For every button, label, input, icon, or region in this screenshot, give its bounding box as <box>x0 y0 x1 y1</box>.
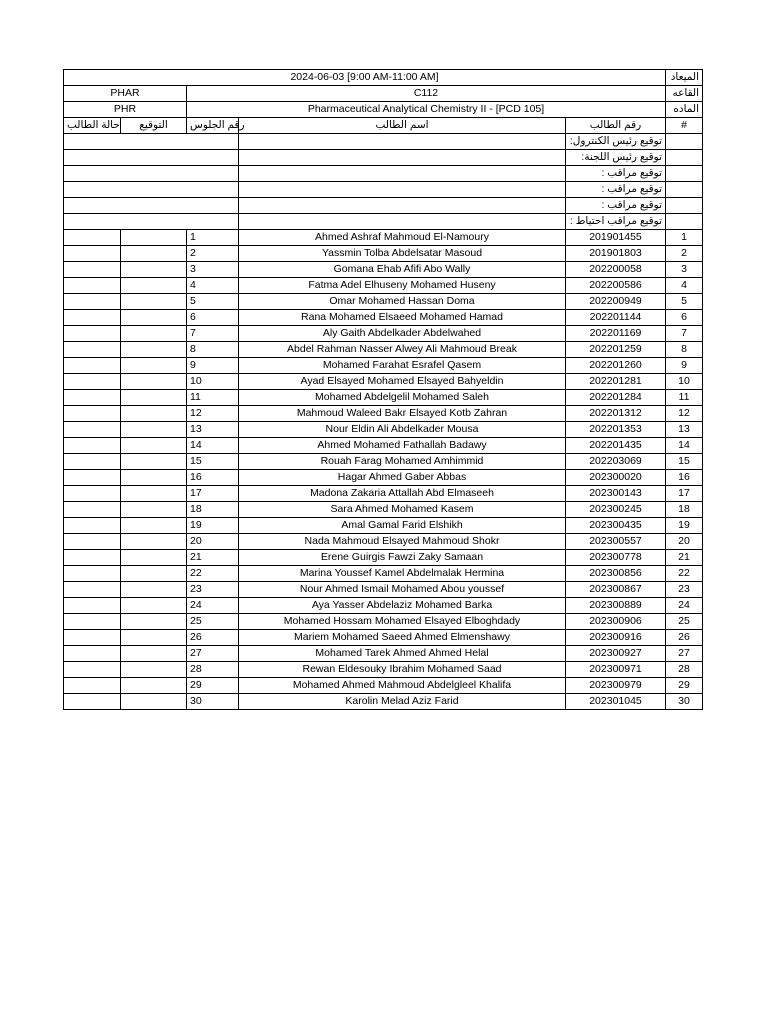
seat-number-cell: 24 <box>187 598 239 614</box>
table-row <box>64 390 703 406</box>
index-cell: 22 <box>666 566 703 582</box>
table-row <box>64 358 703 374</box>
student-signature-cell <box>121 390 187 406</box>
student-status-cell <box>64 486 121 502</box>
signature-row <box>64 134 703 150</box>
table-row <box>64 646 703 662</box>
seat-number-cell: 28 <box>187 662 239 678</box>
student-signature-cell <box>121 230 187 246</box>
index-cell: 5 <box>666 294 703 310</box>
index-cell: 28 <box>666 662 703 678</box>
table-row <box>64 566 703 582</box>
student-status-cell <box>64 326 121 342</box>
student-id-cell: 202201284 <box>566 390 666 406</box>
student-signature-cell <box>121 566 187 582</box>
seat-number-cell: 4 <box>187 278 239 294</box>
student-signature-cell <box>121 614 187 630</box>
table-row <box>64 630 703 646</box>
table-row <box>64 534 703 550</box>
index-cell: 8 <box>666 342 703 358</box>
student-id-cell: 202300971 <box>566 662 666 678</box>
seat-number-cell: 3 <box>187 262 239 278</box>
student-signature-cell <box>121 582 187 598</box>
table-row <box>64 614 703 630</box>
table-row <box>64 470 703 486</box>
signature-blank-cell <box>666 150 703 166</box>
table-row <box>64 438 703 454</box>
table-row <box>64 246 703 262</box>
seat-number-cell: 19 <box>187 518 239 534</box>
student-status-cell <box>64 422 121 438</box>
index-cell: 1 <box>666 230 703 246</box>
student-status-cell <box>64 678 121 694</box>
seat-number-cell: 16 <box>187 470 239 486</box>
student-signature-cell <box>121 502 187 518</box>
student-signature-cell <box>121 278 187 294</box>
seat-number-cell: 10 <box>187 374 239 390</box>
sheet-body <box>64 70 703 710</box>
student-status-cell <box>64 342 121 358</box>
index-cell: 6 <box>666 310 703 326</box>
subject-left-value: PHR <box>64 102 187 118</box>
table-row <box>64 694 703 710</box>
seat-number-cell: 17 <box>187 486 239 502</box>
student-id-cell: 202201353 <box>566 422 666 438</box>
seat-number-cell: 29 <box>187 678 239 694</box>
student-name-cell: Amal Gamal Farid Elshikh <box>239 518 566 534</box>
student-name-cell: Sara Ahmed Mohamed Kasem <box>239 502 566 518</box>
index-cell: 7 <box>666 326 703 342</box>
student-signature-cell <box>121 294 187 310</box>
signature-blank-cell <box>239 134 566 150</box>
student-signature-cell <box>121 518 187 534</box>
signature-blank-cell <box>64 214 239 230</box>
student-name-cell: Gomana Ehab Afifi Abo Wally <box>239 262 566 278</box>
student-status-cell <box>64 502 121 518</box>
student-status-cell <box>64 518 121 534</box>
index-cell: 10 <box>666 374 703 390</box>
signature-blank-cell <box>64 150 239 166</box>
student-id-cell: 202203069 <box>566 454 666 470</box>
table-row <box>64 662 703 678</box>
table-row <box>64 486 703 502</box>
index-cell: 20 <box>666 534 703 550</box>
seat-number-cell: 6 <box>187 310 239 326</box>
seat-number-cell: 1 <box>187 230 239 246</box>
student-id-cell: 202300778 <box>566 550 666 566</box>
seat-number-cell: 13 <box>187 422 239 438</box>
student-status-cell <box>64 406 121 422</box>
subject-label: الماده <box>666 102 703 118</box>
subject-row <box>64 102 703 118</box>
signature-row <box>64 182 703 198</box>
student-signature-cell <box>121 694 187 710</box>
index-cell: 16 <box>666 470 703 486</box>
hall-left-value: PHAR <box>64 86 187 102</box>
date-row <box>64 70 703 86</box>
student-name-cell: Mohamed Ahmed Mahmoud Abdelgleel Khalifa <box>239 678 566 694</box>
student-name-cell: Mohamed Abdelgelil Mohamed Saleh <box>239 390 566 406</box>
table-row <box>64 326 703 342</box>
signature-row <box>64 150 703 166</box>
signature-label: توقيع مراقب : <box>566 182 666 198</box>
student-signature-cell <box>121 342 187 358</box>
student-name-cell: Nour Eldin Ali Abdelkader Mousa <box>239 422 566 438</box>
col-index: # <box>666 118 703 134</box>
column-header-row <box>64 118 703 134</box>
index-cell: 21 <box>666 550 703 566</box>
student-status-cell <box>64 582 121 598</box>
student-status-cell <box>64 294 121 310</box>
student-signature-cell <box>121 374 187 390</box>
subject-value: Pharmaceutical Analytical Chemistry II - [PCD 105] <box>187 102 666 118</box>
student-id-cell: 202200949 <box>566 294 666 310</box>
index-cell: 30 <box>666 694 703 710</box>
student-id-cell: 202300979 <box>566 678 666 694</box>
signature-blank-cell <box>239 182 566 198</box>
student-signature-cell <box>121 454 187 470</box>
student-id-cell: 202300557 <box>566 534 666 550</box>
student-signature-cell <box>121 662 187 678</box>
student-status-cell <box>64 598 121 614</box>
student-id-cell: 202200058 <box>566 262 666 278</box>
student-id-cell: 202201281 <box>566 374 666 390</box>
exam-date: 2024-06-03 [9:00 AM-11:00 AM] <box>64 70 666 86</box>
student-name-cell: Abdel Rahman Nasser Alwey Ali Mahmoud Break <box>239 342 566 358</box>
col-seat-number: رقم الجلوس <box>187 118 239 134</box>
signature-row <box>64 198 703 214</box>
student-status-cell <box>64 454 121 470</box>
seat-number-cell: 8 <box>187 342 239 358</box>
table-row <box>64 342 703 358</box>
signature-row <box>64 166 703 182</box>
table-row <box>64 454 703 470</box>
student-id-cell: 202300867 <box>566 582 666 598</box>
signature-blank-cell <box>666 166 703 182</box>
student-name-cell: Rana Mohamed Elsaeed Mohamed Hamad <box>239 310 566 326</box>
student-status-cell <box>64 438 121 454</box>
seat-number-cell: 27 <box>187 646 239 662</box>
seat-number-cell: 30 <box>187 694 239 710</box>
student-status-cell <box>64 246 121 262</box>
student-signature-cell <box>121 358 187 374</box>
student-name-cell: Mohamed Hossam Mohamed Elsayed Elboghdady <box>239 614 566 630</box>
student-status-cell <box>64 566 121 582</box>
student-name-cell: Rewan Eldesouky Ibrahim Mohamed Saad <box>239 662 566 678</box>
student-id-cell: 202201144 <box>566 310 666 326</box>
seat-number-cell: 5 <box>187 294 239 310</box>
student-signature-cell <box>121 550 187 566</box>
table-row <box>64 582 703 598</box>
student-id-cell: 202201312 <box>566 406 666 422</box>
student-id-cell: 202300889 <box>566 598 666 614</box>
student-status-cell <box>64 278 121 294</box>
student-signature-cell <box>121 438 187 454</box>
exam-attendance-sheet <box>63 69 703 710</box>
seat-number-cell: 21 <box>187 550 239 566</box>
student-id-cell: 201901803 <box>566 246 666 262</box>
student-name-cell: Erene Guirgis Fawzi Zaky Samaan <box>239 550 566 566</box>
student-id-cell: 202200586 <box>566 278 666 294</box>
student-id-cell: 202300435 <box>566 518 666 534</box>
student-signature-cell <box>121 678 187 694</box>
student-name-cell: Yassmin Tolba Abdelsatar Masoud <box>239 246 566 262</box>
seat-number-cell: 26 <box>187 630 239 646</box>
signature-blank-cell <box>239 198 566 214</box>
student-id-cell: 202300906 <box>566 614 666 630</box>
student-signature-cell <box>121 246 187 262</box>
signature-blank-cell <box>666 214 703 230</box>
student-status-cell <box>64 694 121 710</box>
student-signature-cell <box>121 630 187 646</box>
signature-blank-cell <box>239 150 566 166</box>
seat-number-cell: 23 <box>187 582 239 598</box>
student-id-cell: 202300927 <box>566 646 666 662</box>
student-status-cell <box>64 614 121 630</box>
student-signature-cell <box>121 470 187 486</box>
hall-row <box>64 86 703 102</box>
signature-blank-cell <box>64 134 239 150</box>
student-id-cell: 202201169 <box>566 326 666 342</box>
signature-blank-cell <box>64 198 239 214</box>
student-signature-cell <box>121 598 187 614</box>
index-cell: 12 <box>666 406 703 422</box>
student-name-cell: Karolin Melad Aziz Farid <box>239 694 566 710</box>
index-cell: 9 <box>666 358 703 374</box>
index-cell: 2 <box>666 246 703 262</box>
table-row <box>64 502 703 518</box>
index-cell: 24 <box>666 598 703 614</box>
index-cell: 15 <box>666 454 703 470</box>
student-name-cell: Madona Zakaria Attallah Abd Elmaseeh <box>239 486 566 502</box>
seat-number-cell: 15 <box>187 454 239 470</box>
table-row <box>64 294 703 310</box>
student-id-cell: 202201259 <box>566 342 666 358</box>
seat-number-cell: 9 <box>187 358 239 374</box>
signature-blank-cell <box>666 198 703 214</box>
student-name-cell: Rouah Farag Mohamed Amhimmid <box>239 454 566 470</box>
student-signature-cell <box>121 646 187 662</box>
student-status-cell <box>64 630 121 646</box>
index-cell: 17 <box>666 486 703 502</box>
seat-number-cell: 12 <box>187 406 239 422</box>
index-cell: 26 <box>666 630 703 646</box>
student-name-cell: Marina Youssef Kamel Abdelmalak Hermina <box>239 566 566 582</box>
seat-number-cell: 2 <box>187 246 239 262</box>
student-name-cell: Omar Mohamed Hassan Doma <box>239 294 566 310</box>
index-cell: 27 <box>666 646 703 662</box>
student-id-cell: 202300856 <box>566 566 666 582</box>
table-row <box>64 262 703 278</box>
student-name-cell: Hagar Ahmed Gaber Abbas <box>239 470 566 486</box>
seat-number-cell: 22 <box>187 566 239 582</box>
student-id-cell: 202300916 <box>566 630 666 646</box>
index-cell: 25 <box>666 614 703 630</box>
signature-label: توقيع مراقب : <box>566 198 666 214</box>
index-cell: 19 <box>666 518 703 534</box>
signature-row <box>64 214 703 230</box>
signature-blank-cell <box>239 214 566 230</box>
student-signature-cell <box>121 486 187 502</box>
col-signature: التوقيع <box>121 118 187 134</box>
table-row <box>64 422 703 438</box>
col-student-status: حالة الطالب <box>64 118 121 134</box>
student-id-cell: 202300143 <box>566 486 666 502</box>
student-id-cell: 202300020 <box>566 470 666 486</box>
hall-value: C112 <box>187 86 666 102</box>
table-row <box>64 598 703 614</box>
student-name-cell: Mohamed Tarek Ahmed Ahmed Helal <box>239 646 566 662</box>
table-row <box>64 278 703 294</box>
student-signature-cell <box>121 262 187 278</box>
student-id-cell: 202301045 <box>566 694 666 710</box>
student-name-cell: Fatma Adel Elhuseny Mohamed Huseny <box>239 278 566 294</box>
student-status-cell <box>64 534 121 550</box>
table-row <box>64 678 703 694</box>
student-id-cell: 202201260 <box>566 358 666 374</box>
seat-number-cell: 14 <box>187 438 239 454</box>
student-signature-cell <box>121 534 187 550</box>
table-row <box>64 406 703 422</box>
student-status-cell <box>64 470 121 486</box>
seat-number-cell: 18 <box>187 502 239 518</box>
index-cell: 11 <box>666 390 703 406</box>
index-cell: 18 <box>666 502 703 518</box>
signature-label: توقيع مراقب احتياط : <box>566 214 666 230</box>
student-id-cell: 202201435 <box>566 438 666 454</box>
col-student-name: اسم الطالب <box>239 118 566 134</box>
student-status-cell <box>64 230 121 246</box>
student-name-cell: Ahmed Mohamed Fathallah Badawy <box>239 438 566 454</box>
seat-number-cell: 11 <box>187 390 239 406</box>
student-status-cell <box>64 262 121 278</box>
table-row <box>64 374 703 390</box>
student-name-cell: Mohamed Farahat Esrafel Qasem <box>239 358 566 374</box>
index-cell: 4 <box>666 278 703 294</box>
student-status-cell <box>64 662 121 678</box>
student-name-cell: Nour Ahmed Ismail Mohamed Abou youssef <box>239 582 566 598</box>
seat-number-cell: 7 <box>187 326 239 342</box>
signature-label: توقيع رئيس الكنترول: <box>566 134 666 150</box>
signature-blank-cell <box>239 166 566 182</box>
student-signature-cell <box>121 422 187 438</box>
index-cell: 13 <box>666 422 703 438</box>
signature-blank-cell <box>64 166 239 182</box>
date-label: الميعاد <box>666 70 703 86</box>
index-cell: 23 <box>666 582 703 598</box>
student-name-cell: Mariem Mohamed Saeed Ahmed Elmenshawy <box>239 630 566 646</box>
student-name-cell: Ahmed Ashraf Mahmoud El-Namoury <box>239 230 566 246</box>
student-signature-cell <box>121 326 187 342</box>
col-student-id: رقم الطالب <box>566 118 666 134</box>
signature-label: توقيع مراقب : <box>566 166 666 182</box>
student-id-cell: 202300245 <box>566 502 666 518</box>
signature-blank-cell <box>666 182 703 198</box>
index-cell: 14 <box>666 438 703 454</box>
student-status-cell <box>64 550 121 566</box>
student-signature-cell <box>121 406 187 422</box>
student-status-cell <box>64 390 121 406</box>
student-name-cell: Mahmoud Waleed Bakr Elsayed Kotb Zahran <box>239 406 566 422</box>
signature-label: توقيع رئيس اللجنة: <box>566 150 666 166</box>
table-row <box>64 550 703 566</box>
table-row <box>64 310 703 326</box>
student-status-cell <box>64 310 121 326</box>
index-cell: 3 <box>666 262 703 278</box>
signature-blank-cell <box>64 182 239 198</box>
student-status-cell <box>64 646 121 662</box>
seat-number-cell: 20 <box>187 534 239 550</box>
student-status-cell <box>64 358 121 374</box>
student-name-cell: Aly Gaith Abdelkader Abdelwahed <box>239 326 566 342</box>
student-id-cell: 201901455 <box>566 230 666 246</box>
signature-blank-cell <box>666 134 703 150</box>
student-name-cell: Ayad Elsayed Mohamed Elsayed Bahyeldin <box>239 374 566 390</box>
student-name-cell: Nada Mahmoud Elsayed Mahmoud Shokr <box>239 534 566 550</box>
student-name-cell: Aya Yasser Abdelaziz Mohamed Barka <box>239 598 566 614</box>
table-row <box>64 518 703 534</box>
table-row <box>64 230 703 246</box>
hall-label: القاعه <box>666 86 703 102</box>
seat-number-cell: 25 <box>187 614 239 630</box>
index-cell: 29 <box>666 678 703 694</box>
student-status-cell <box>64 374 121 390</box>
student-signature-cell <box>121 310 187 326</box>
